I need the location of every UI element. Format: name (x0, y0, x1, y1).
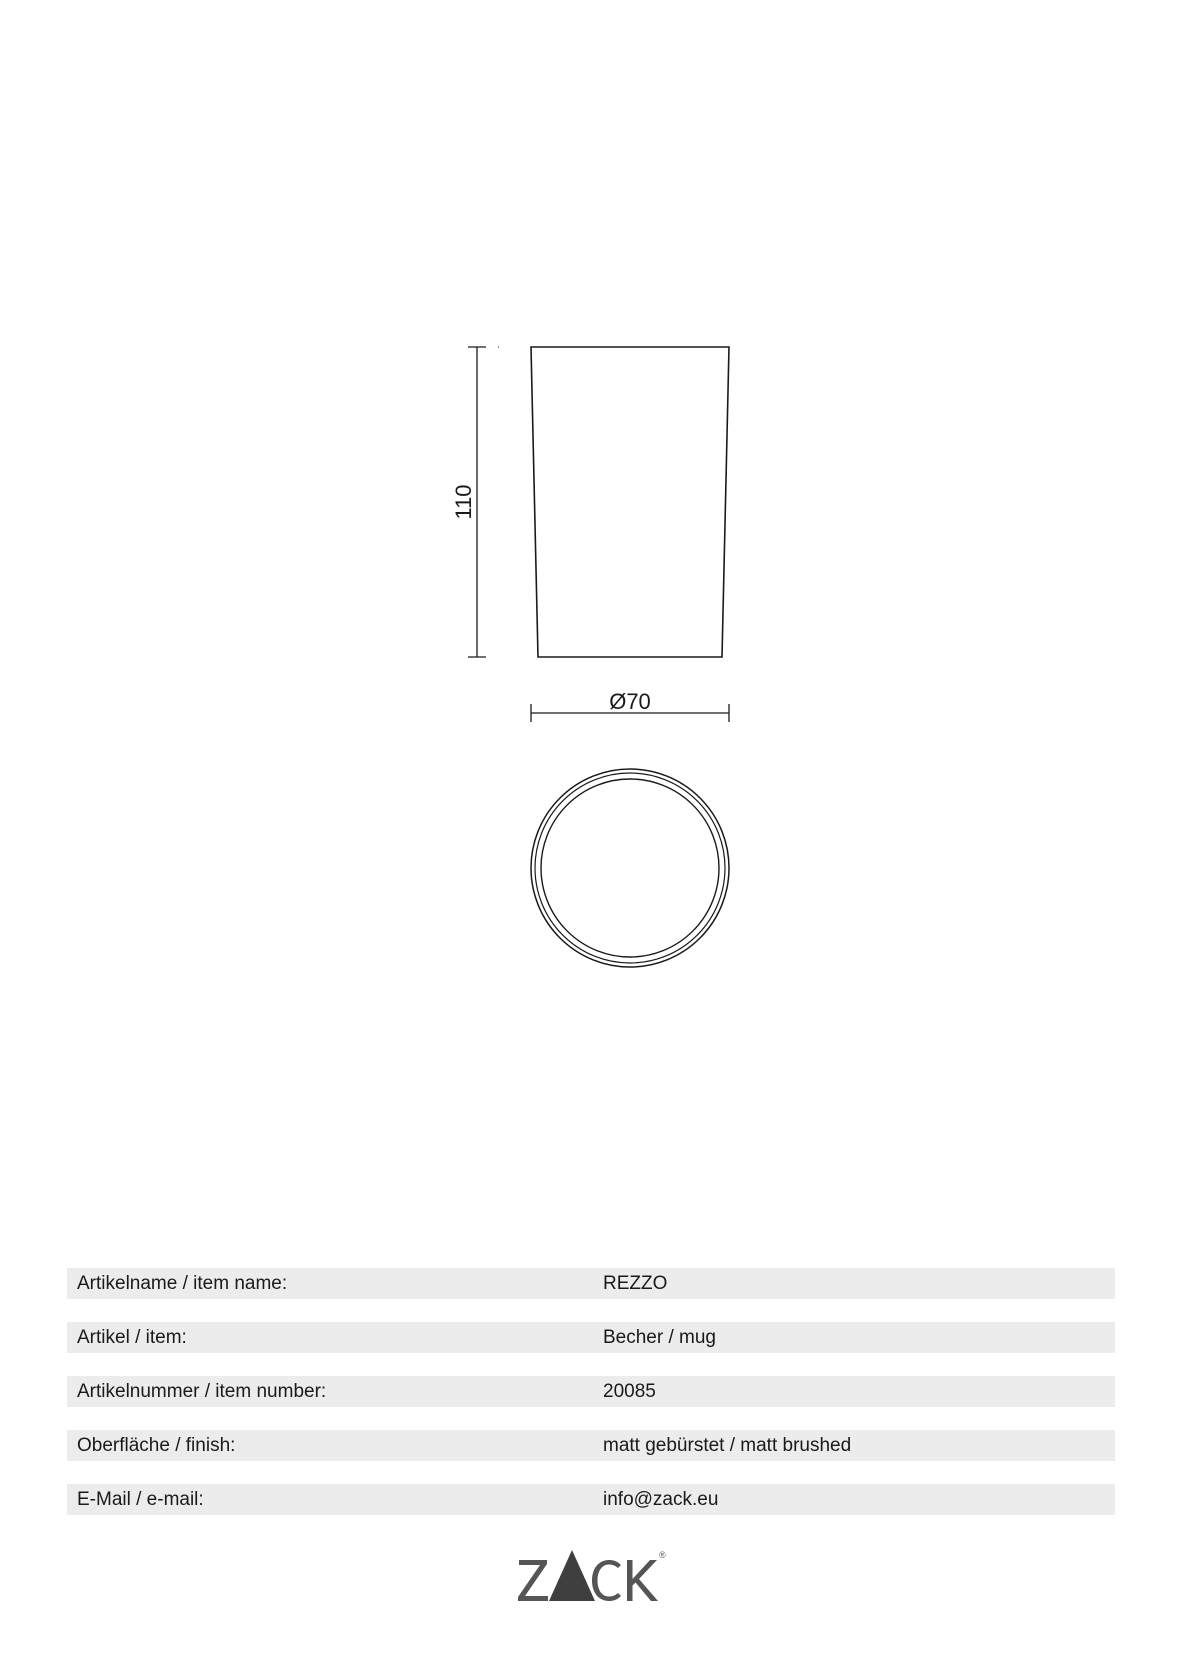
spec-label: Artikel / item: (77, 1327, 187, 1348)
diameter-dimension (531, 689, 729, 722)
spec-value: REZZO (603, 1273, 668, 1294)
height-dimension-label: 110 (451, 484, 476, 520)
spec-value: Becher / mug (603, 1327, 716, 1348)
spec-table (67, 1268, 1115, 1538)
spec-label: Artikelnummer / item number: (77, 1381, 327, 1402)
spec-label: E-Mail / e-mail: (77, 1489, 204, 1510)
height-dimension (451, 347, 499, 657)
zack-logo (517, 1548, 667, 1606)
diameter-dimension-label: Ø70 (609, 689, 651, 714)
spec-value: info@zack.eu (603, 1489, 719, 1510)
spec-value: 20085 (603, 1381, 656, 1402)
registered-mark-icon: ® (659, 1550, 666, 1560)
spec-label: Oberfläche / finish: (77, 1435, 236, 1456)
spec-row-item-number (67, 1376, 1115, 1407)
spec-row-item-name (67, 1268, 1115, 1299)
spec-row-item (67, 1322, 1115, 1353)
mug-side-view (531, 347, 729, 657)
spec-row-finish (67, 1430, 1115, 1461)
spec-row-email (67, 1484, 1115, 1515)
spec-value: matt gebürstet / matt brushed (603, 1435, 852, 1456)
spec-label: Artikelname / item name: (77, 1273, 288, 1294)
mug-top-view (531, 769, 729, 967)
